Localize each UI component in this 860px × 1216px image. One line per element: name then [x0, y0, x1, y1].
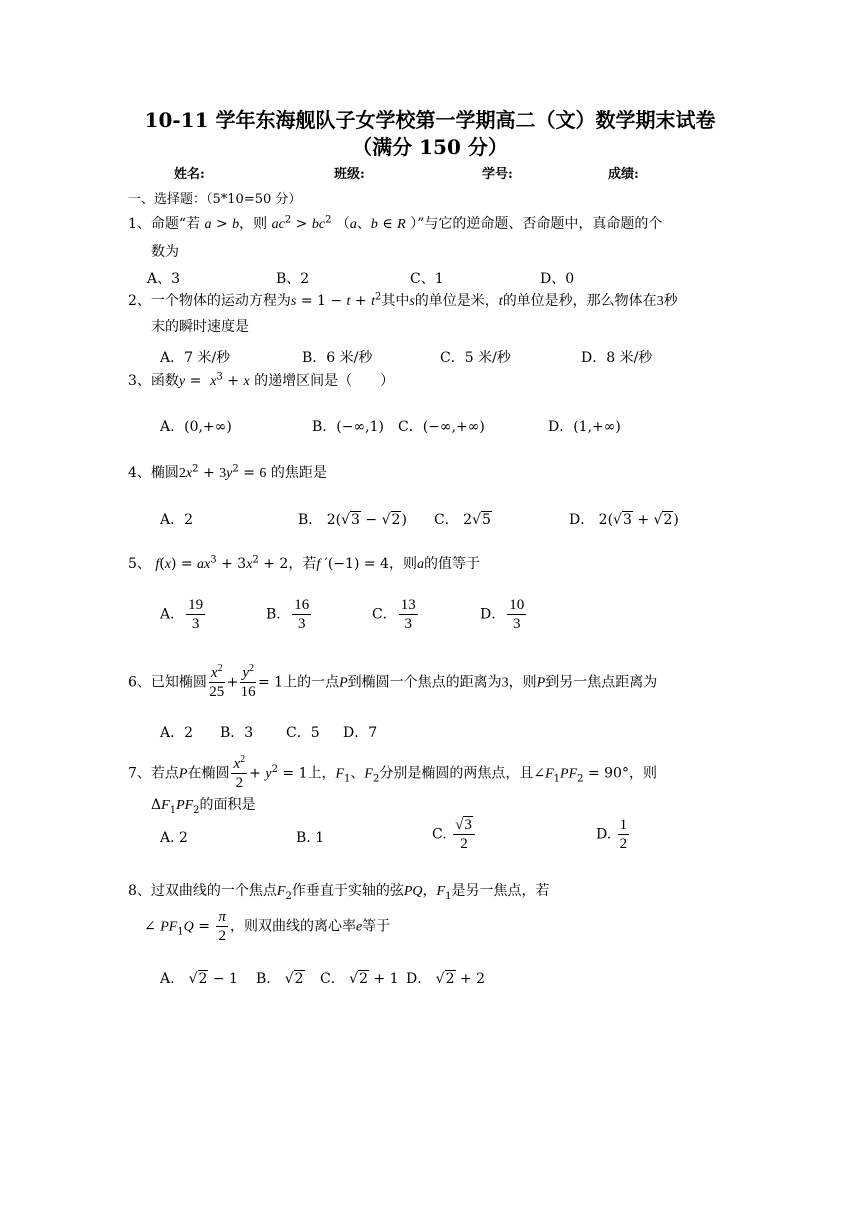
q5-option-b: B． $\frac{16}{3}$ [266, 597, 310, 632]
q8-option-c: C． √2 + 1 [320, 971, 399, 987]
question-1-line2: 数为 [151, 244, 179, 260]
q1-option-d: D、0 [540, 271, 575, 287]
q7-option-d: D. $\frac{1}{2}$ [596, 817, 628, 852]
student-number-field: 学号: [482, 167, 513, 182]
question-7: 7、若点P在椭圆 $\frac{x^2}{2}$ + $y^2 = 1$上，$F_1$、$F_2$分别是椭圆的两焦点，且$\angle F_1PF_2 = 90^\circ$，则 [128, 754, 657, 791]
q6-option-a: A．2 [160, 725, 194, 741]
question-2-line2: 末的瞬时速度是 [151, 319, 249, 335]
q5-option-d: D． $\frac{10}{3}$ [480, 597, 525, 632]
q4-option-d: D． 2(√3 + √2) [569, 512, 679, 528]
q3-option-c: C．(−∞,+∞) [398, 419, 485, 435]
q8-option-d: D． √2 + 2 [406, 971, 486, 987]
question-8-line2: ∠ $PF_1Q$ = $\frac{\pi}{2}$ ，则双曲线的离心率e等于 [144, 909, 391, 944]
q3-option-a: A．(0,+∞) [160, 419, 232, 435]
question-7-line2: $\Delta F_1PF_2$的面积是 [151, 797, 256, 816]
q2-option-a: A．7 米/秒 [160, 350, 231, 366]
q1-option-b: B、2 [276, 271, 310, 287]
q6-option-d: D．7 [343, 725, 378, 741]
q7-option-c: C. $\frac{√3}{2}$ [432, 816, 477, 853]
q7-option-a: A. 2 [160, 830, 188, 846]
q7-option-b: B. 1 [296, 830, 325, 846]
q2-option-d: D．8 米/秒 [581, 350, 653, 366]
q8-option-b: B． √2 [256, 971, 304, 987]
q6-option-b: B．3 [220, 725, 254, 741]
q4-option-c: C． 2√5 [434, 512, 491, 528]
class-field: 班级: [334, 167, 365, 182]
q1-option-a: A、3 [147, 271, 181, 287]
q3-option-b: B．(−∞,1) [312, 419, 384, 435]
exam-title: 10-11 学年东海舰队子女学校第一学期高二（文）数学期末试卷 [144, 108, 716, 132]
question-5: 5、 $f(x) = ax^3 + 3x^2 + 2$，若f ′(−1) = 4，则a的值等于 [128, 554, 480, 572]
question-1: 1、命题“若 a > b，则 $ac^2 > bc^2$ （a、b ∈ R ）”与它的逆命题、否命题中，真命题的个 [128, 214, 663, 232]
q3-option-d: D．(1,+∞) [548, 419, 621, 435]
q2-option-c: C．5 米/秒 [440, 350, 511, 366]
question-3: 3、函数$y = x^3 + x$ 的递增区间是（ ） [128, 371, 395, 389]
q4-option-b: B． 2(√3 − √2) [298, 512, 407, 528]
q4-option-a: A．2 [160, 512, 194, 528]
question-6: 6、已知椭圆 $\frac{x^2}{25}$ + $\frac{y^2}{16}$ = 1上的一点P到椭圆一个焦点的距离为3，则P到另一焦点距离为 [128, 663, 658, 700]
question-8: 8、过双曲线的一个焦点$F_2$作垂直于实轴的弦PQ，$F_1$是另一焦点，若 [128, 883, 550, 902]
question-4: 4、椭圆$2x^2 + 3y^2 = 6$ 的焦距是 [128, 463, 327, 481]
q5-option-c: C． $\frac{13}{3}$ [372, 597, 416, 632]
q6-option-c: C．5 [286, 725, 320, 741]
name-field: 姓名: [174, 167, 205, 182]
q1-option-c: C、1 [410, 271, 444, 287]
exam-subtitle: （满分 150 分） [352, 135, 508, 159]
question-2: 2、一个物体的运动方程为$s = 1 - t + t^2$其中s的单位是米，t的单位是秒，那么物体在3秒 [128, 291, 678, 309]
q2-option-b: B．6 米/秒 [302, 350, 373, 366]
q8-option-a: A． √2 − 1 [160, 971, 238, 987]
section-heading: 一、选择题：（5*10=50 分） [128, 192, 302, 207]
score-field: 成绩: [608, 167, 639, 182]
q5-option-a: A． $\frac{19}{3}$ [160, 597, 204, 632]
